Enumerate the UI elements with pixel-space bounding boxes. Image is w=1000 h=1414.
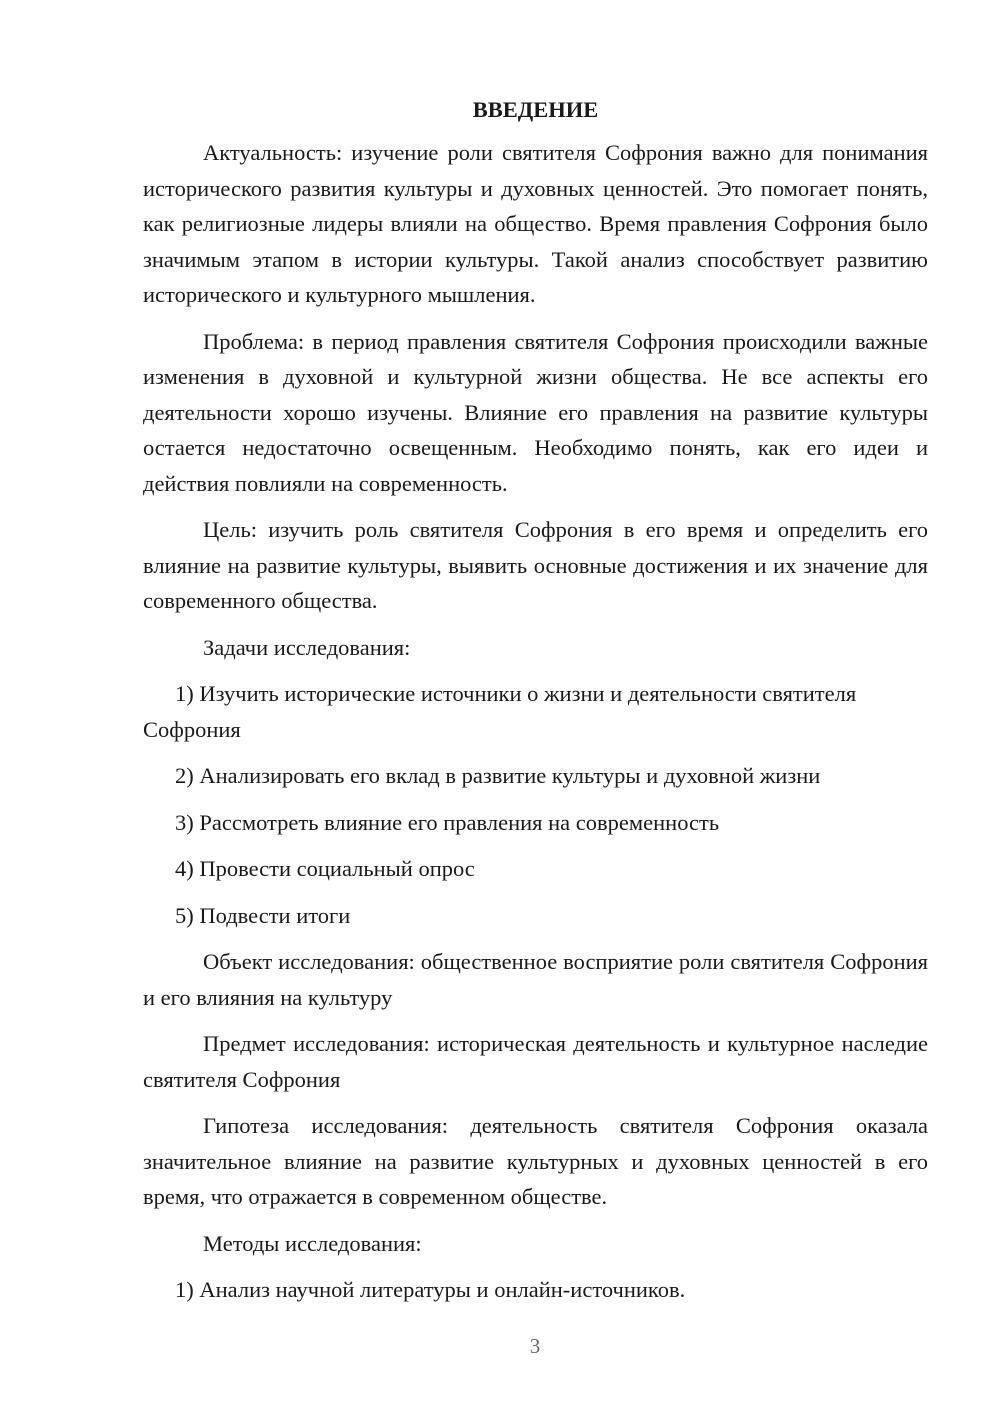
- task-item: 4) Провести социальный опрос: [175, 856, 475, 881]
- tasks-title: Задачи исследования:: [203, 634, 411, 660]
- subject-paragraph: Предмет исследования: историческая деятельность и культурное наследие святителя Софрония: [143, 1031, 928, 1092]
- page-number: 3: [529, 1334, 541, 1358]
- problem-paragraph: Проблема: в период правления святителя Софрония происходили важные изменения в духовной и культурной жизни общества. Не все аспекты его деятельности хорошо изучены. Влияние его правления на развитие культуры остается недостаточно освещенным. Необходимо понять, как его идеи и действия повлияли на современность.: [143, 328, 928, 496]
- goal-paragraph: Цель: изучить роль святителя Софрония в его время и определить его влияние на развитие культуры, выявить основные достижения и их значение для современного общества.: [143, 517, 928, 613]
- hypothesis-paragraph: Гипотеза исследования: деятельность святителя Софрония оказала значительное влияние на развитие культурных и духовных ценностей в его время, что отражается в современном обществе.: [143, 1113, 928, 1209]
- object-paragraph: Объект исследования: общественное восприятие роли святителя Софрония и его влияния на культуру: [143, 949, 928, 1010]
- methods-title: Методы исследования:: [203, 1230, 422, 1256]
- task-item: 1) Изучить исторические источники о жизни и деятельности святителя Софрония: [143, 681, 857, 742]
- relevance-paragraph: Актуальность: изучение роли святителя Софрония важно для понимания исторического развития культуры и духовных ценностей. Это помогает понять, как религиозные лидеры влияли на общество. Время правления Софрония было значимым этапом в истории культуры. Такой анализ способствует развитию исторического и культурного мышления.: [143, 140, 928, 307]
- task-item: 3) Рассмотреть влияние его правления на современность: [175, 809, 720, 835]
- document-page: [143, 92, 928, 1319]
- task-item: 2) Анализировать его вклад в развитие культуры и духовной жизни: [175, 763, 821, 788]
- task-item: 5) Подвести итоги: [175, 902, 351, 928]
- section-heading: ВВЕДЕНИЕ: [472, 97, 599, 122]
- method-item: 1) Анализ научной литературы и онлайн-источников.: [175, 1277, 686, 1302]
